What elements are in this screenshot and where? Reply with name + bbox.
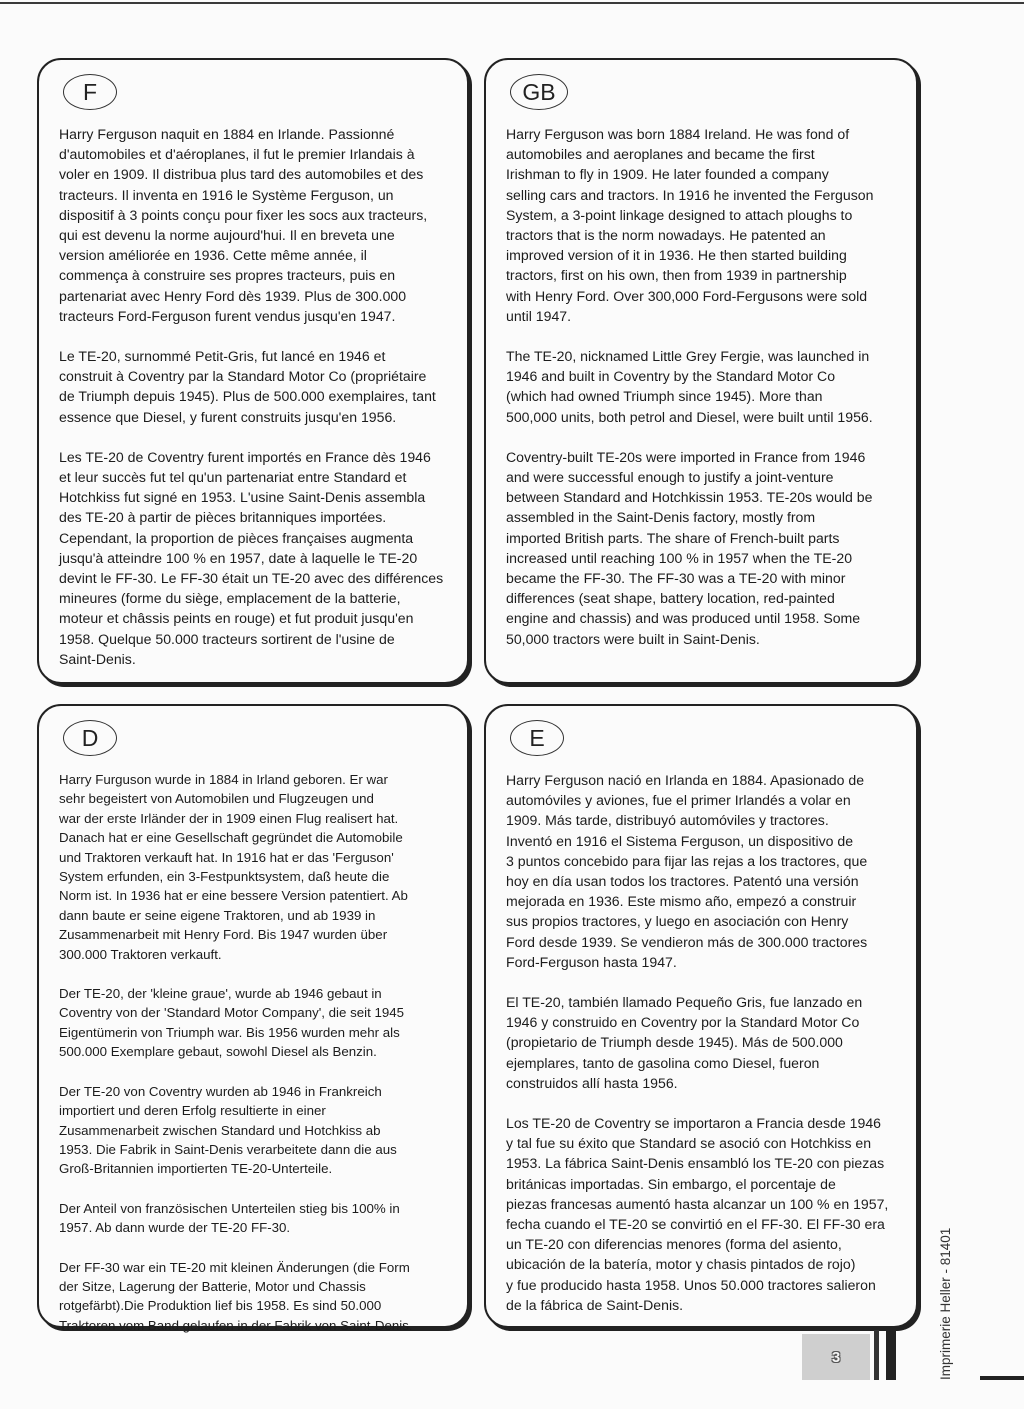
paragraph: El TE-20, también llamado Pequeño Gris, fue lanzado en 1946 y construido en Coventry por la Standard Motor Co (propietario de Triumph desde 1945). Más de 500.000 ejemplares, tanto de gasolina como Diesel, fueron construidos allí hasta 1956. [506,994,863,1091]
paragraph: Harry Furguson wurde in 1884 in Irland geboren. Er war sehr begeistert von Automobilen und Flugzeugen und war der erste Irländer der in 1909 einen Flug realisert hat. Danach hat er eine Gesellschaft gegründet die Automobile und Traktoren verkauft hat. In 1916 hat er das 'Ferguson' System erfunden, ein 3-Festpunktsystem, daß heute die Norm ist. In 1936 hat er eine bessere Version patentiert. Ab dann baute er seine eigene Traktoren, und ab 1939 in Zusammenarbeit mit Henry Ford. Bis 1947 wurden über 300.000 Traktoren verkauft. [59,772,408,962]
paragraph: Der TE-20 von Coventry wurden ab 1946 in Frankreich importiert und deren Erfolg resultierte in einer Zusammenarbeit zwischen Standard und Hotchkiss ab 1953. Die Fabrik in Saint-Denis verarbeitete dann die aus Groß-Britannien importierten TE-20-Unterteile. [59,1083,397,1177]
paragraph: Harry Ferguson was born 1884 Ireland. He was fond of automobiles and aeroplanes and became the first Irishman to fly in 1909. He later founded a company selling cars and tractors. In 1916 he invented the Ferguson System, a 3-point linkage designed to attach ploughs to tractors that is the norm nowadays. He patented an improved version of it in 1936. He then started building tractors, first on his own, then from 1939 in partnership with Henry Ford. Over 300,000 Ford-Fergusons were sold until 1947. [506,126,874,324]
paragraph: Coventry-built TE-20s were imported in France from 1946 and were successful enough to justify a joint-venture between Standard and Hotchkissin 1953. TE-20s would be assembled in the Saint-Denis factory, mostly from imported British parts. The share of French-built parts increased until reaching 100 % in 1957 when the TE-20 became the FF-30. The FF-30 was a TE-20 with minor differences (seat shape, battery location, red-painted engine and chassis) and was produced until 1958. Some 50,000 tractors were built in Saint-Denis. [506,448,873,647]
language-badge-gb: GB [510,74,568,110]
language-badge-d: D [63,720,117,756]
page-number: 3 [831,1348,841,1366]
paragraph: Harry Ferguson nació en Irlanda en 1884. Apasionado de automóviles y aviones, fue el primer Irlandés a volar en 1909. Más tarde, distribuyó automóviles y tractores. Inventó en 1916 el Sistema Ferguson, un dispositivo de 3 puntos concebido para fijar las rejas a los tractores, que hoy en día usan todos los tractores. Patentó una versión mejorada en 1936. Este mismo año, empezó a construir sus propios tractores, y luego en asociación con Henry Ford desde 1939. Se vendieron más de 300.000 tractores Ford-Ferguson hasta 1947. [506,772,868,970]
language-badge-f: F [63,74,117,110]
paragraph: Harry Ferguson naquit en 1884 en Irlande. Passionné d'automobiles et d'aéroplanes, il fut le premier Irlandais à voler en 1909. Il distribua plus tard des automobiles et des tracteurs. Il inventa en 1916 le Système Ferguson, un dispositif à 3 points conçu pour fixer les socs aux tracteurs, qui est devenu la norme aujourd'hui. Il en breveta une version améliorée en 1936. Cette même année, il commença à construire ses propres tracteurs, puis en partenariat avec Henry Ford dès 1939. Plus de 300.000 tracteurs Ford-Ferguson furent vendus jusqu'en 1947. [59,126,428,324]
decorative-bar [886,1330,896,1380]
page-number-box [802,1334,870,1380]
paragraph: Los TE-20 de Coventry se importaron a Francia desde 1946 y tal fue su éxito que Standard se asoció con Hotchkiss en 1953. La fábrica Saint-Denis ensambló los TE-20 con piezas británicas importadas. Sin embargo, el porcentaje de piezas francesas aumentó hasta alcanzar un 100 % en 1957, fecha cuando el TE-20 se convirtió en el FF-30. El FF-30 era un TE-20 con diferencias menores (forma del asiento, ubicación de la batería, motor y chasis pintados de rojo) y fue producido hasta 1958. Unos 50.000 tractores salieron de la fábrica de Saint-Denis. [506,1115,889,1313]
section-french [37,58,469,684]
paragraph: The TE-20, nicknamed Little Grey Fergie, was launched in 1946 and built in Coventry by the Standard Motor Co (which had owned Triumph since 1945). More than 500,000 units, both petrol and Diesel, were built until 1956. [506,348,873,425]
section-english-text [506,124,900,649]
section-french-text [59,124,451,669]
paragraph: Der Anteil von französischen Unterteilen stieg bis 100% in 1957. Ab dann wurde der TE-20 FF-30. [59,1200,400,1236]
section-german-text [59,770,451,1335]
language-badge-e: E [510,720,564,756]
paragraph: Les TE-20 de Coventry furent importés en France dès 1946 et leur succès fut tel qu'un partenariat entre Standard et Hotchkiss fut signé en 1953. L'usine Saint-Denis assembla des TE-20 à partir de pièces britanniques importées. Cependant, la proportion de pièces françaises augmenta jusqu'à atteindre 100 % en 1957, date à laquelle le TE-20 devint le FF-30. Le FF-30 était un TE-20 avec des différences mineures (forme du siège, emplacement de la batterie, moteur et châssis peints en rouge) et fut produit jusqu'en 1958. Quelque 50.000 tracteurs sortirent de l'usine de Saint-Denis. [59,448,444,667]
top-border-line [0,2,1024,4]
section-spanish-text [506,770,900,1315]
section-english [484,58,918,684]
paragraph: Der TE-20, der 'kleine graue', wurde ab 1946 gebaut in Coventry von der 'Standard Motor Company', die seit 1945 Eigentümerin von Triumph war. Bis 1956 wurden mehr als 500.000 Exemplare gebaut, sowohl Diesel als Benzin. [59,986,405,1060]
section-german [37,704,469,1333]
paragraph: Der FF-30 war ein TE-20 mit kleinen Änderungen (die Form der Sitze, Lagerung der Batterie, Motor und Chassis rotgefärbt).Die Produktion lief bis 1958. Es sind 50.000 Traktoren vom Band gelaufen in der Fabrik von Saint-Denis. [59,1259,413,1333]
decorative-bar [874,1330,879,1380]
paragraph: Le TE-20, surnommé Petit-Gris, fut lancé en 1946 et construit à Coventry par la Standard Motor Co (propriétaire de Triumph depuis 1945). Plus de 500.000 exemplaires, tant essence que Diesel, y furent construits jusqu'en 1956. [59,348,436,425]
printer-credit: Imprimerie Heller - 81401 [938,1227,953,1380]
decorative-edge-line [980,1376,1024,1380]
section-spanish [484,704,918,1328]
